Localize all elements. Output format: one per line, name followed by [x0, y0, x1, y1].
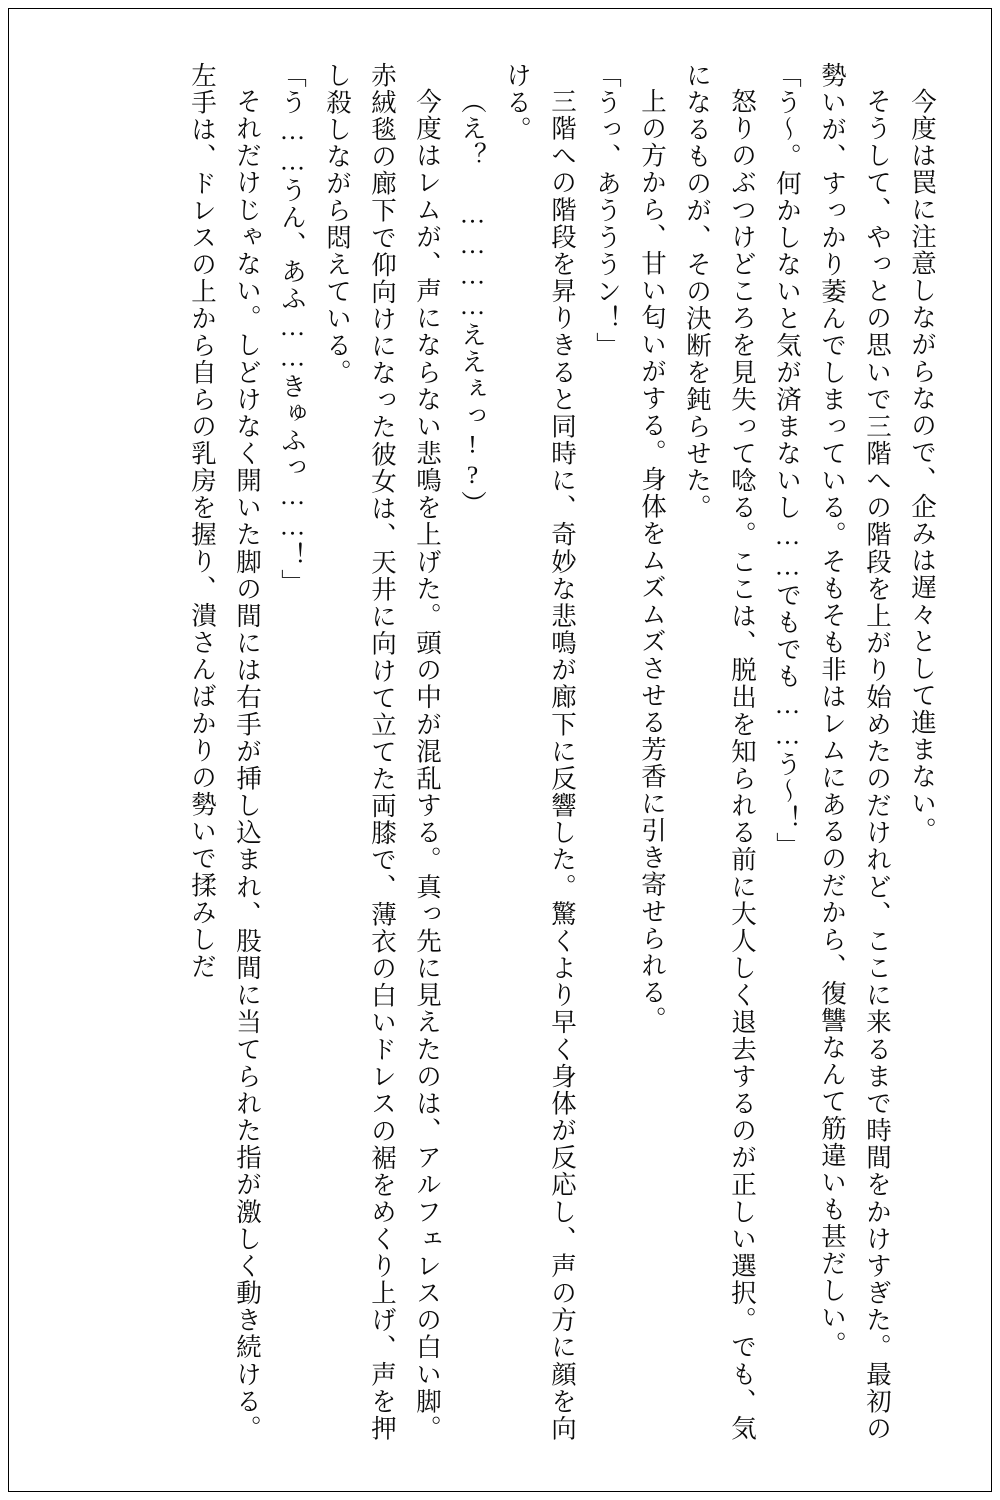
- paragraph: それだけじゃない。しどけなく開いた脚の間には右手が挿し込まれ、股間に当てられた指が激しく動き続ける。左手は、ドレスの上から自らの乳房を握り、潰さんばかりの勢いで揉みしだ: [188, 62, 262, 1443]
- paragraph: 三階への階段を昇りきると同時に、奇妙な悲鳴が廊下に反響した。驚くより早く身体が反応し、声の方に顔を向ける。: [503, 62, 577, 1443]
- paragraph: そうして、やっとの思いで三階への階段を上がり始めたのだけれど、ここに来るまで時間をかけすぎた。最初の勢いが、すっかり萎んでしまっている。そもそも非はレムにあるのだから、復讐なんて筋違いも甚だしい。: [818, 62, 892, 1442]
- paragraph-dialogue: 「うっ、あうううン！」: [593, 62, 622, 359]
- novel-body-text: [55, 62, 945, 1442]
- paragraph: 上の方から、甘い匂いがする。身体をムズムズさせる芳香に引き寄せられる。: [638, 88, 667, 1033]
- paragraph: 今度はレムが、声にならない悲鳴を上げた。頭の中が混乱する。真っ先に見えたのは、アルフェレスの白い脚。赤絨毯の廊下で仰向けになった彼女は、天井に向けて立てた両膝で、薄衣の白いドレスの裾をめくり上げ、声を押し殺しながら悶えている。: [323, 62, 442, 1442]
- paragraph: 怒りのぶつけどころを見失って唸る。ここは、脱出を知られる前に大人しく退去するのが正しい選択。でも、気になるものが、その決断を鈍らせた。: [683, 62, 757, 1442]
- paragraph: 今度は罠に注意しながらなので、企みは遅々として進まない。: [908, 88, 937, 844]
- paragraph-dialogue: 「う……うん、あふ……きゅふっ……！」: [278, 62, 307, 596]
- paragraph-thought: （え？ …………ええぇっ!?）: [458, 88, 487, 518]
- paragraph-dialogue: 「う～。何かしないと気が済まないし……でもでも……う～！」: [773, 62, 802, 859]
